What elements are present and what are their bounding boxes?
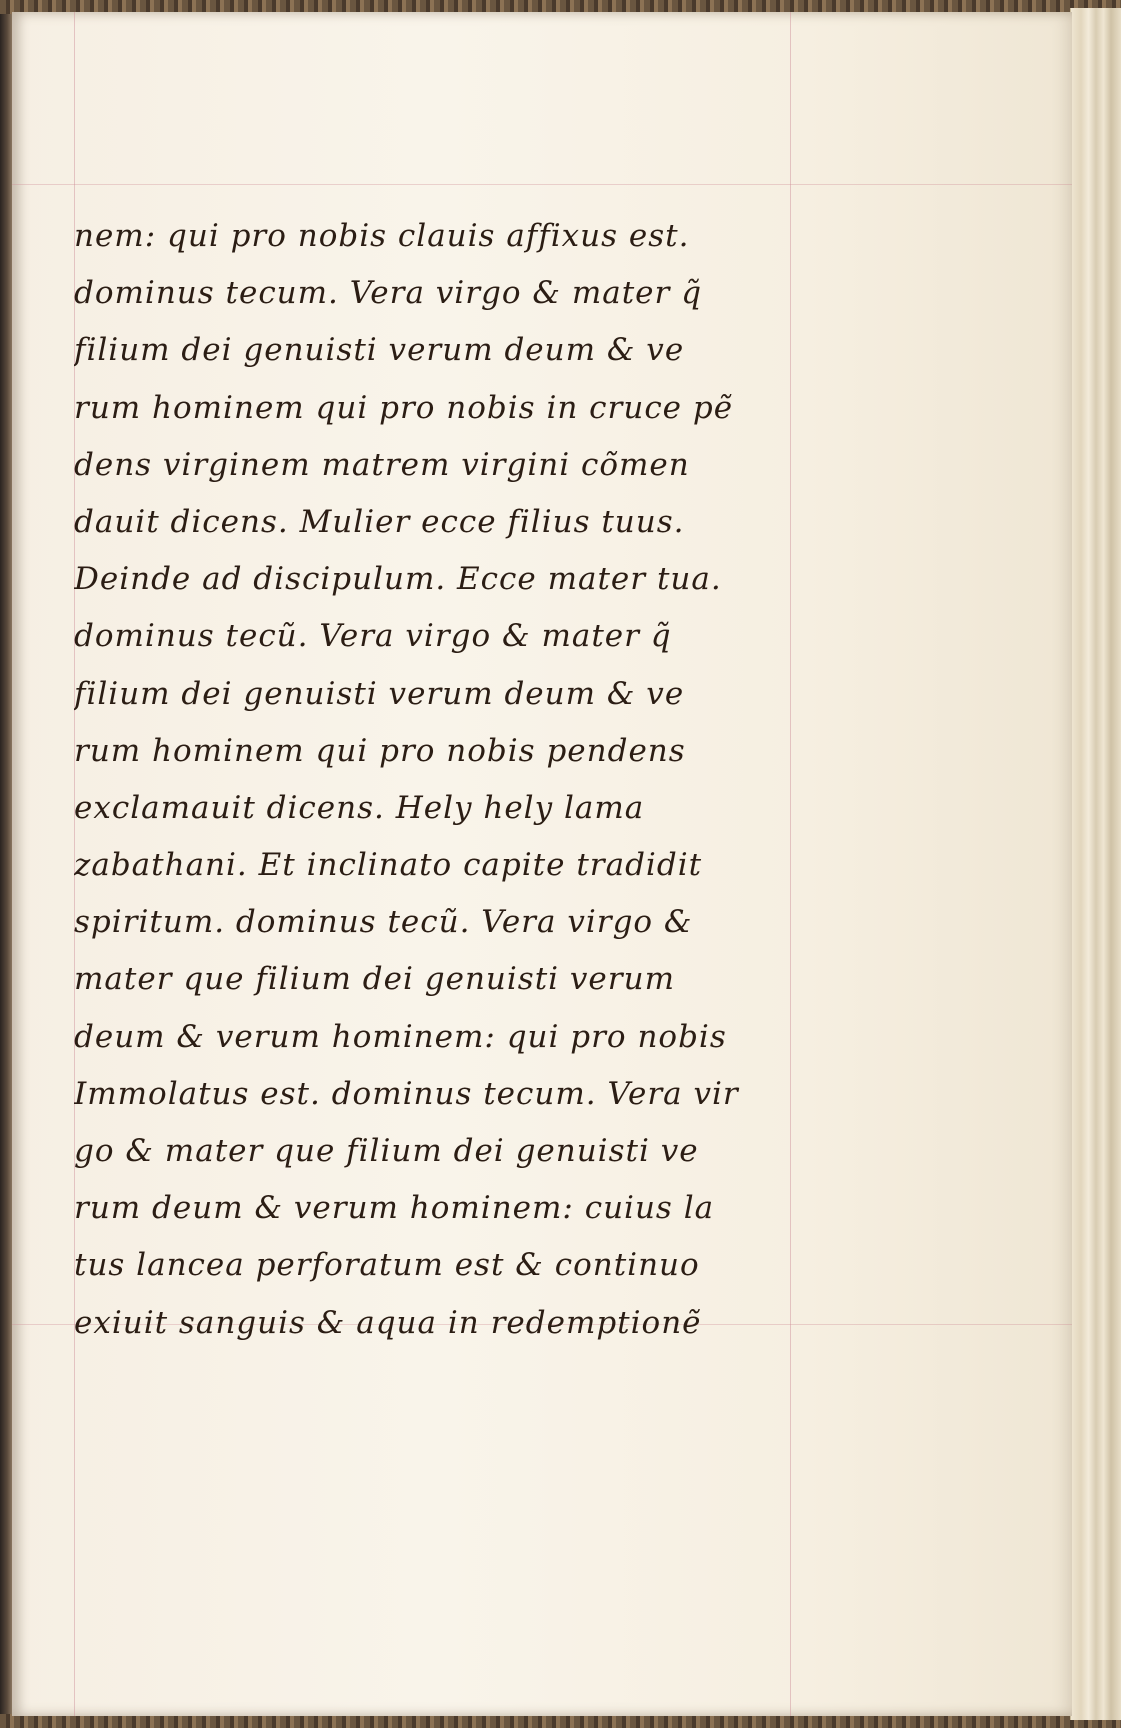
text-line: exclamauit dicens. Hely hely lama — [74, 789, 645, 826]
manuscript-text — [74, 208, 794, 1352]
text-line: rum deum & verum hominem: cuius la — [74, 1190, 715, 1227]
text-line: exiuit sanguis & aqua in redemptionẽ — [74, 1304, 702, 1341]
text-line: deum & verum hominem: qui pro nobis — [74, 1018, 727, 1055]
text-line: dens virginem matrem virgini cõmen — [74, 446, 690, 483]
text-line: nem: qui pro nobis clauis affixus est. — [74, 218, 690, 254]
text-line: rum hominem qui pro nobis in cruce pẽ — [74, 389, 734, 426]
manuscript-page — [12, 12, 1072, 1716]
text-line: go & mater que filium dei genuisti ve — [74, 1133, 699, 1169]
page-stack-edge — [1070, 8, 1121, 1720]
text-line: dominus tecum. Vera virgo & mater q̃ — [74, 275, 703, 312]
text-line: filium dei genuisti verum deum & ve — [74, 332, 685, 369]
text-line: zabathani. Et inclinato capite tradidit — [74, 847, 703, 884]
text-line: spiritum. dominus tecũ. Vera virgo & — [74, 904, 693, 941]
text-line: filium dei genuisti verum deum & ve — [74, 675, 685, 712]
ruling-line-top — [12, 184, 1072, 185]
text-line: dominus tecũ. Vera virgo & mater q̃ — [74, 618, 672, 655]
binding-edge-bottom — [0, 1714, 1121, 1728]
text-line: mater que filium dei genuisti verum — [74, 961, 675, 998]
text-line: rum hominem qui pro nobis pendens — [74, 732, 686, 769]
text-line: tus lancea perforatum est & continuo — [74, 1247, 700, 1284]
text-line: dauit dicens. Mulier ecce filius tuus. — [74, 503, 685, 540]
text-line: Deinde ad discipulum. Ecce mater tua. — [74, 561, 722, 598]
text-line: Immolatus est. dominus tecum. Vera vir — [74, 1075, 739, 1112]
binding-edge-left — [0, 0, 12, 1728]
